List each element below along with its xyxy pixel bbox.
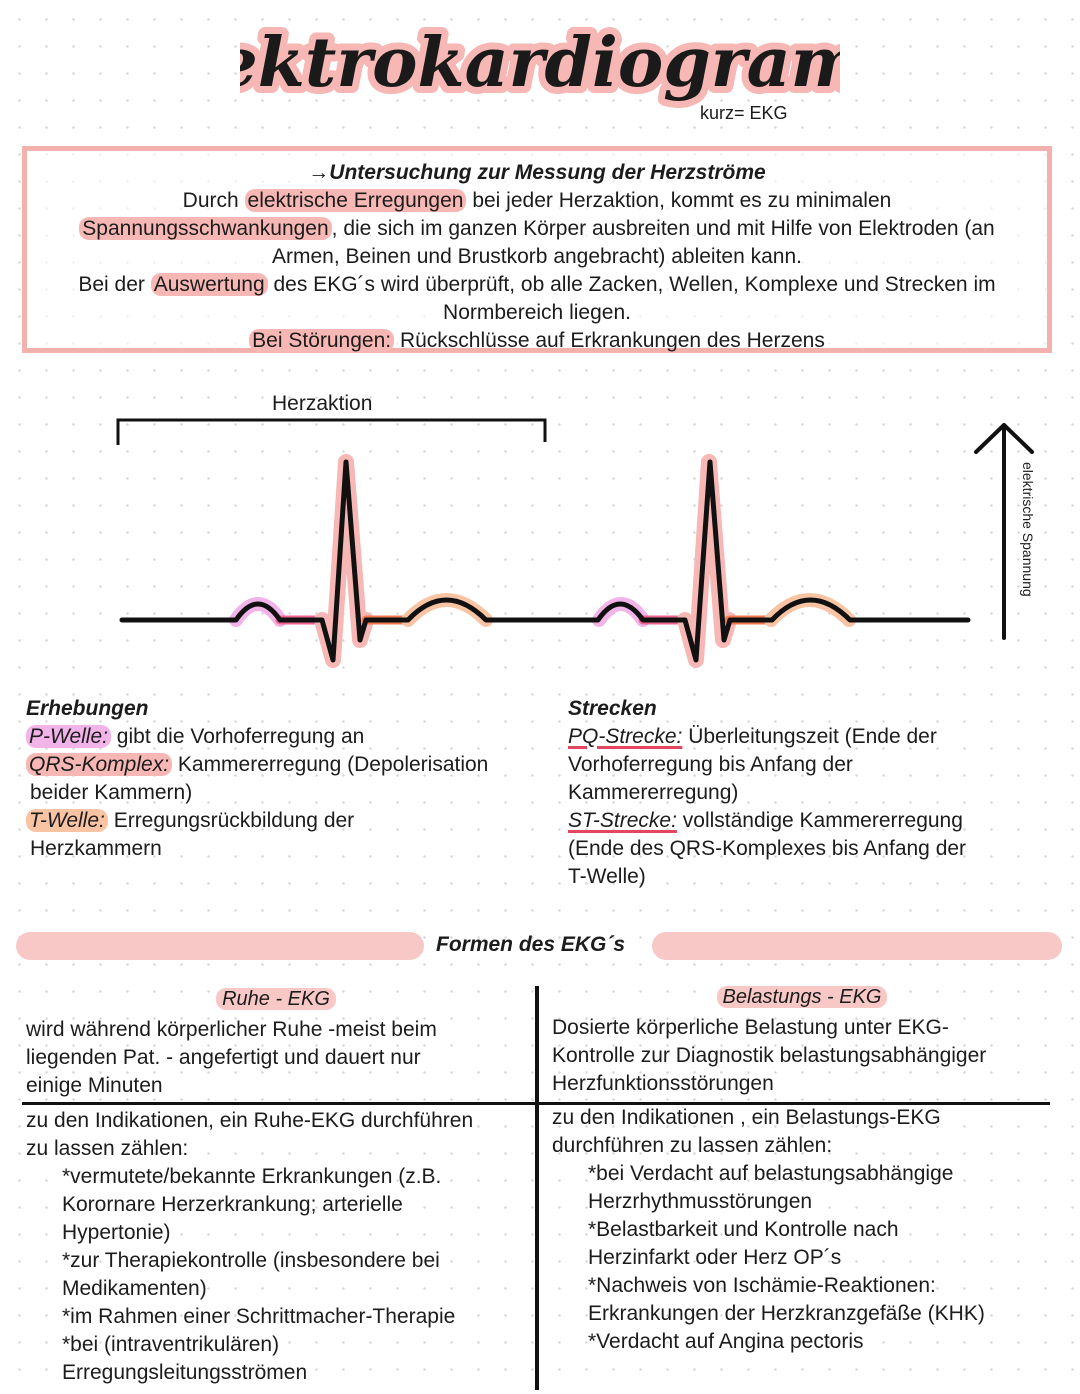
list-item-cont: Erregungsleitungsströmen bbox=[62, 1361, 308, 1384]
pq-term: PQ-Strecke: bbox=[568, 725, 683, 748]
banner-bar-right bbox=[652, 932, 1062, 960]
definition-line bbox=[37, 271, 1037, 299]
text: gibt die Vorhoferregung an bbox=[110, 725, 365, 748]
st-term: ST-Strecke: bbox=[568, 809, 677, 832]
definition-heading: →Untersuchung zur Messung der Herzströme bbox=[308, 161, 766, 184]
qrs-term: QRS-Komplex: bbox=[26, 753, 172, 776]
voltage-axis-label: elektrische Spannung bbox=[1020, 462, 1036, 597]
list-item: *im Rahmen einer Schrittmacher-Therapie bbox=[62, 1305, 456, 1328]
title-text: ktrokardiogra bbox=[257, 23, 791, 103]
text-line: zu den Indikationen , ein Belastungs-EKG bbox=[552, 1106, 941, 1129]
highlight-term: elektrische Erregungen bbox=[245, 189, 467, 212]
definition-line: Armen, Beinen und Brustkorb angebracht) ableiten kann. bbox=[272, 245, 802, 268]
text-line: zu lassen zählen: bbox=[26, 1137, 189, 1160]
pq-entry bbox=[568, 723, 1038, 751]
strecken-title: Strecken bbox=[568, 697, 657, 720]
title-shadow: ktrokardiogra bbox=[257, 23, 791, 103]
list-item: *vermutete/bekannte Erkrankungen (z.B. bbox=[62, 1165, 442, 1188]
text: bei jeder Herzaktion, kommt es zu minimalen bbox=[466, 189, 892, 212]
text: Überleitungszeit (Ende der bbox=[682, 725, 937, 748]
t-wave-entry-cont: Herzkammern bbox=[30, 837, 162, 860]
text-line: durchführen zu lassen zählen: bbox=[552, 1134, 833, 1157]
definition-box bbox=[22, 146, 1052, 353]
list-item: *zur Therapiekontrolle (insbesondere bei bbox=[62, 1249, 440, 1272]
text: Erregungsrückbildung der bbox=[107, 809, 355, 832]
list-item: *bei Verdacht auf belastungsabhängige bbox=[588, 1162, 954, 1185]
ecg-trace bbox=[122, 462, 968, 660]
belastungs-ekg-heading bbox=[552, 986, 1052, 1009]
st-entry bbox=[568, 807, 1038, 835]
list-item-cont: Herzrhythmusstörungen bbox=[588, 1190, 813, 1213]
erhebungen-title: Erhebungen bbox=[26, 697, 149, 720]
p-wave-entry bbox=[26, 723, 546, 751]
list-item: *bei (intraventrikulären) bbox=[62, 1333, 280, 1356]
qrs-entry bbox=[26, 751, 546, 779]
page-title bbox=[240, 8, 840, 118]
text: des EKG´s wird überprüft, ob alle Zacken, Wellen, Komplexe und Strecken im bbox=[267, 273, 996, 296]
text-line: Kontrolle zur Diagnostik belastungsabhängiger bbox=[552, 1044, 987, 1067]
list-item-cont: Erkrankungen der Herzkranzgefäße (KHK) bbox=[588, 1302, 985, 1325]
text-line: einige Minuten bbox=[26, 1074, 163, 1097]
herzaktion-label: Herzaktion bbox=[272, 392, 373, 415]
t-wave-entry bbox=[26, 807, 546, 835]
definition-line bbox=[37, 187, 1037, 215]
ruhe-ekg-heading bbox=[26, 988, 526, 1011]
belastungs-ekg-description bbox=[552, 1014, 1052, 1098]
title-abbreviation: kurz= EKG bbox=[700, 103, 788, 123]
ruhe-ekg-indications bbox=[26, 1107, 531, 1387]
text-line: Dosierte körperliche Belastung unter EKG- bbox=[552, 1016, 949, 1039]
highlight-term: Spannungsschwankungen bbox=[79, 217, 331, 240]
pq-entry-cont: Vorhoferregung bis Anfang der bbox=[568, 753, 853, 776]
st-entry-cont: T-Welle) bbox=[568, 865, 646, 888]
table-divider-vertical bbox=[535, 986, 539, 1390]
list-item-cont: Hypertonie) bbox=[62, 1221, 171, 1244]
qrs-entry-cont: beider Kammern) bbox=[30, 781, 193, 804]
text-line: wird während körperlicher Ruhe -meist beim bbox=[26, 1018, 437, 1041]
list-item: *Nachweis von Ischämie-Reaktionen: bbox=[588, 1274, 936, 1297]
list-item-cont: Herzinfarkt oder Herz OP´s bbox=[588, 1246, 842, 1269]
belastungs-ekg-indications bbox=[552, 1104, 1052, 1356]
formen-title: Formen des EKG´s bbox=[436, 933, 626, 956]
definition-line bbox=[37, 215, 1037, 243]
list-item: *Belastbarkeit und Kontrolle nach bbox=[588, 1218, 899, 1241]
banner-bar-left bbox=[16, 932, 424, 960]
list-item: *Verdacht auf Angina pectoris bbox=[588, 1330, 864, 1353]
list-item-cont: Medikamenten) bbox=[62, 1277, 207, 1300]
t-wave-term: T-Welle: bbox=[26, 809, 108, 832]
text: Rückschlüsse auf Erkrankungen des Herzens bbox=[394, 329, 825, 352]
ruhe-ekg-description bbox=[26, 1016, 526, 1100]
pq-entry-cont: Kammererregung) bbox=[568, 781, 739, 804]
st-entry-cont: (Ende des QRS-Komplexes bis Anfang der bbox=[568, 837, 967, 860]
list-item-cont: Korornare Herzerkrankung; arterielle bbox=[62, 1193, 403, 1216]
belastungs-ekg-label: Belastungs - EKG bbox=[717, 986, 888, 1008]
definition-line: Normbereich liegen. bbox=[443, 301, 631, 324]
ruhe-ekg-label: Ruhe - EKG bbox=[216, 988, 336, 1010]
highlight-term: Bei Störungen: bbox=[249, 329, 394, 352]
erhebungen-section bbox=[26, 695, 546, 863]
text: Durch bbox=[182, 189, 245, 212]
text-line: zu den Indikationen, ein Ruhe-EKG durchführen bbox=[26, 1109, 474, 1132]
highlight-term: Auswertung bbox=[151, 273, 268, 296]
definition-line bbox=[37, 327, 1037, 355]
text: , die sich im ganzen Körper ausbreiten und mit Hilfe von Elektroden (an bbox=[331, 217, 995, 240]
text-line: liegenden Pat. - angefertigt und dauert nur bbox=[26, 1046, 421, 1069]
p-wave-term: P-Welle: bbox=[26, 725, 111, 748]
text-line: Herzfunktionsstörungen bbox=[552, 1072, 774, 1095]
herzaktion-bracket bbox=[118, 420, 545, 445]
text: vollständige Kammererregung bbox=[676, 809, 963, 832]
text: Bei der bbox=[78, 273, 151, 296]
title-graphic bbox=[240, 8, 840, 118]
text: Kammererregung (Depolerisation bbox=[172, 753, 489, 776]
ecg-diagram bbox=[0, 380, 1080, 680]
strecken-section bbox=[568, 695, 1038, 891]
